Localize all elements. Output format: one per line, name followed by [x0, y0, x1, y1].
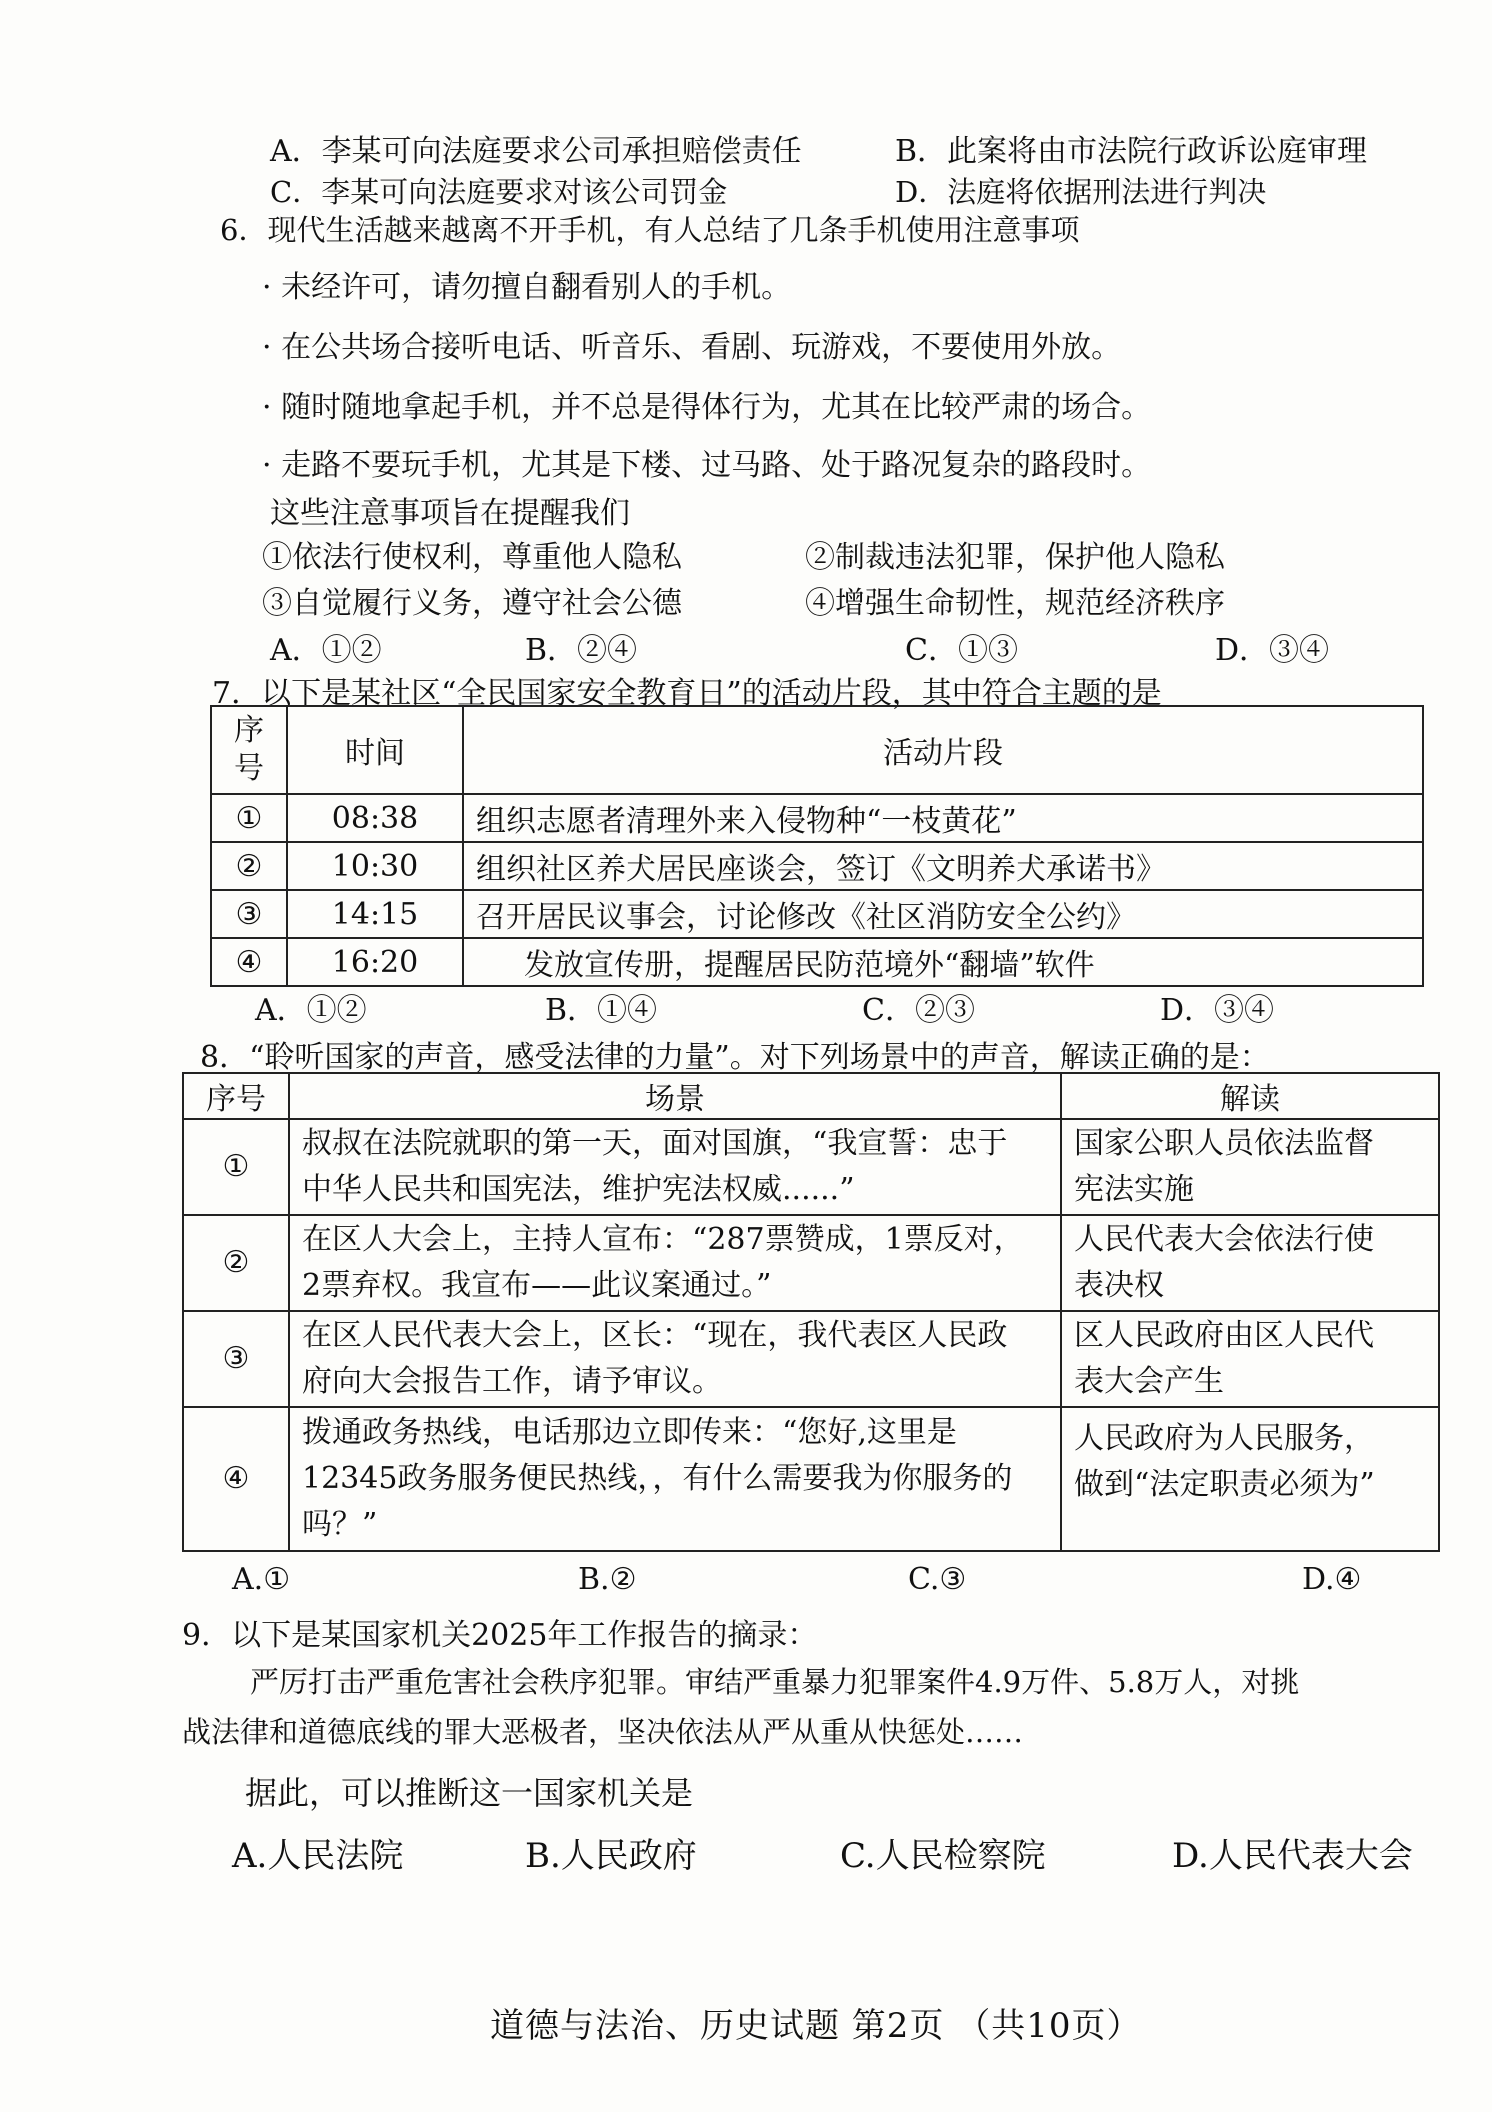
q6-option-c: C．①③	[905, 633, 1018, 668]
q7-option-b: B．①④	[545, 993, 658, 1028]
q5-option-d: D．法庭将依据刑法进行判决	[895, 175, 1267, 209]
q8-scene-line: 府向大会报告工作，请予审议。	[302, 1364, 722, 1399]
q7-table	[210, 705, 1424, 987]
q7-row-activity: 组织社区养犬居民座谈会，签订《文明养犬承诺书》	[463, 842, 1423, 890]
q7-row-activity: 发放宣传册，提醒居民防范境外“翻墙”软件	[463, 938, 1423, 986]
q8-note-line: 国家公职人员依法监督	[1074, 1126, 1374, 1161]
table-row	[183, 1119, 1439, 1215]
q8-row-note	[1061, 1119, 1439, 1215]
q9-option-d: D.人民代表大会	[1172, 1836, 1413, 1876]
q8-option-b: B.②	[578, 1562, 637, 1597]
q7-header-activity: 活动片段	[463, 706, 1423, 794]
q8-scene-line: 吗？”	[302, 1507, 378, 1542]
q6-option-a: A．①②	[270, 633, 382, 668]
q8-row-note	[1061, 1407, 1439, 1551]
q6-stem: 6．现代生活越来越离不开手机，有人总结了几条手机使用注意事项	[220, 213, 1080, 247]
q9-option-c: C.人民检察院	[840, 1836, 1046, 1876]
q8-row-note	[1061, 1215, 1439, 1311]
q9-quote-line-1: 严厉打击严重危害社会秩序犯罪。审结严重暴力犯罪案件4.9万件、5.8万人，对挑	[250, 1665, 1300, 1699]
q7-row-no: ③	[211, 890, 287, 938]
q9-option-a: A.人民法院	[232, 1836, 404, 1876]
q7-row-activity: 召开居民议事会，讨论修改《社区消防安全公约》	[463, 890, 1423, 938]
q8-row-scene	[289, 1407, 1061, 1551]
q8-header-note: 解读	[1061, 1073, 1439, 1119]
q6-option-d: D．③④	[1215, 633, 1330, 668]
q8-option-d: D.④	[1302, 1562, 1362, 1597]
q9-prompt: 据此，可以推断这一国家机关是	[245, 1774, 694, 1812]
q8-table	[182, 1072, 1440, 1552]
q8-scene-line: 叔叔在法院就职的第一天，面对国旗，“我宣誓：忠于	[302, 1126, 1008, 1161]
q8-note-line: 做到“法定职责必须为”	[1074, 1467, 1375, 1502]
q5-option-c: C．李某可向法庭要求对该公司罚金	[270, 175, 728, 209]
q6-bullet-2: · 在公共场合接听电话、听音乐、看剧、玩游戏，不要使用外放。	[262, 330, 1122, 365]
q7-row-no: ④	[211, 938, 287, 986]
q7-row-no: ②	[211, 842, 287, 890]
q8-row-note	[1061, 1311, 1439, 1407]
q8-scene-line: 在区人民代表大会上，区长：“现在，我代表区人民政	[302, 1318, 1008, 1353]
q7-option-c: C．②③	[862, 993, 975, 1028]
q7-header-time: 时间	[287, 706, 463, 794]
q8-scene-line: 拨通政务热线，电话那边立即传来：“您好,这里是	[302, 1415, 957, 1450]
q8-scene-line: 中华人民共和国宪法，维护宪法权威......”	[302, 1172, 855, 1207]
q6-prompt: 这些注意事项旨在提醒我们	[270, 496, 630, 531]
q7-header-row	[211, 706, 1423, 794]
q9-quote-line-2: 战法律和道德底线的罪大恶极者，坚决依法从严从重从快惩处……	[182, 1715, 1024, 1749]
q6-bullet-3: · 随时随地拿起手机，并不总是得体行为，尤其在比较严肃的场合。	[262, 390, 1152, 425]
q6-statement-2: ②制裁违法犯罪，保护他人隐私	[805, 540, 1225, 575]
table-row	[211, 794, 1423, 842]
q7-row-time: 10:30	[287, 842, 463, 890]
page-footer: 道德与法治、历史试题 第2页 （共10页）	[490, 2006, 1142, 2046]
q6-statement-3: ③自觉履行义务，遵守社会公德	[262, 586, 682, 621]
table-row	[183, 1311, 1439, 1407]
q8-note-line: 表决权	[1074, 1268, 1164, 1303]
q5-option-a: A．李某可向法庭要求公司承担赔偿责任	[270, 134, 802, 169]
q8-scene-line: 在区人大会上，主持人宣布：“287票赞成，1票反对，	[302, 1222, 1024, 1257]
q8-header-no: 序号	[183, 1073, 289, 1119]
q7-row-time: 14:15	[287, 890, 463, 938]
q8-note-line: 表大会产生	[1074, 1364, 1224, 1399]
q6-bullet-4: · 走路不要玩手机，尤其是下楼、过马路、处于路况复杂的路段时。	[262, 448, 1152, 483]
q8-row-no: ③	[183, 1311, 289, 1407]
table-row	[211, 890, 1423, 938]
q8-header-row	[183, 1073, 1439, 1119]
q8-scene-line: 12345政务服务便民热线，，有什么需要我为你服务的	[302, 1461, 1013, 1496]
q8-note-line: 宪法实施	[1074, 1172, 1194, 1207]
q9-stem: 9．以下是某国家机关2025年工作报告的摘录：	[182, 1618, 818, 1653]
q6-option-b: B．②④	[525, 633, 638, 668]
q8-header-scene: 场景	[289, 1073, 1061, 1119]
q7-row-time: 08:38	[287, 794, 463, 842]
q8-stem: 8．“聆听国家的声音，感受法律的力量”。对下列场景中的声音，解读正确的是：	[200, 1040, 1270, 1075]
q8-row-scene	[289, 1215, 1061, 1311]
q7-header-no: 序号	[211, 706, 287, 794]
q8-note-line: 人民代表大会依法行使	[1074, 1222, 1374, 1257]
q6-statement-4: ④增强生命韧性，规范经济秩序	[805, 586, 1225, 621]
q6-bullet-1: · 未经许可，请勿擅自翻看别人的手机。	[262, 270, 792, 305]
q7-row-activity: 组织志愿者清理外来入侵物种“一枝黄花”	[463, 794, 1423, 842]
q8-row-no: ②	[183, 1215, 289, 1311]
q8-option-c: C.③	[908, 1562, 967, 1597]
q7-row-no: ①	[211, 794, 287, 842]
q5-option-b: B．此案将由市法院行政诉讼庭审理	[895, 134, 1368, 169]
table-row	[183, 1407, 1439, 1551]
q7-option-d: D．③④	[1160, 993, 1275, 1028]
table-row	[211, 842, 1423, 890]
q6-statement-1: ①依法行使权利，尊重他人隐私	[262, 540, 682, 575]
table-row	[211, 938, 1423, 986]
q7-row-time: 16:20	[287, 938, 463, 986]
q8-scene-line: 2票弃权。我宣布——此议案通过。”	[302, 1268, 772, 1303]
q8-row-no: ④	[183, 1407, 289, 1551]
q8-note-line: 人民政府为人民服务，	[1074, 1421, 1374, 1456]
q8-row-scene	[289, 1119, 1061, 1215]
q7-stem: 7．以下是某社区“全民国家安全教育日”的活动片段，其中符合主题的是	[212, 676, 1162, 711]
q7-option-a: A．①②	[255, 993, 367, 1028]
table-row	[183, 1215, 1439, 1311]
q8-row-no: ①	[183, 1119, 289, 1215]
q8-note-line: 区人民政府由区人民代	[1074, 1318, 1374, 1353]
q9-option-b: B.人民政府	[525, 1836, 697, 1876]
q8-row-scene	[289, 1311, 1061, 1407]
q8-option-a: A.①	[232, 1562, 291, 1597]
